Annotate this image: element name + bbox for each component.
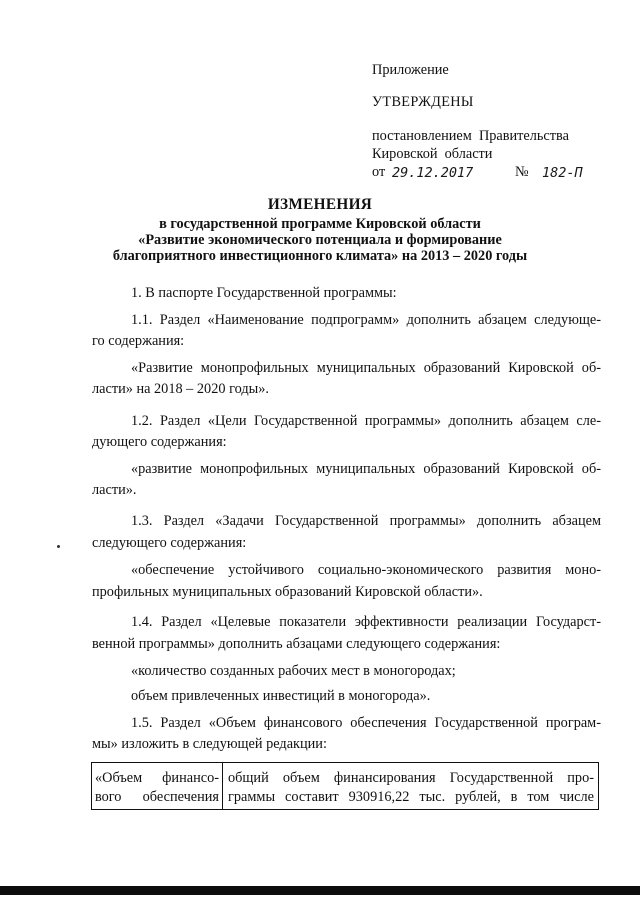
item-1-5-line-1: 1.5. Раздел «Объем финансового обеспечения Государственной програм- [131,715,601,731]
title-line-3: благоприятного инвестиционного климата» на 2013 – 2020 годы [112,248,528,264]
financing-table [91,762,599,810]
table-value-line-1: общий объем финансирования Государственной про- [228,770,594,786]
quote-1-line-2: ласти» на 2018 – 2020 годы». [92,381,269,397]
quote-3-line-1: «обеспечение устойчивого социально-экономического развития моно- [131,562,601,578]
title-line-1: в государственной программе Кировской области [159,216,481,232]
handwritten-number: 182-П [542,165,583,181]
table-label-line-1: «Объем финансо- [95,770,219,786]
item-1-5-line-2: мы» изложить в следующей редакции: [92,736,327,752]
quote-2-line-2: ласти». [92,482,137,498]
number-sign: № [515,164,529,180]
scan-bottom-edge [0,886,640,895]
item-1: 1. В паспорте Государственной программы: [131,285,397,301]
document-title: ИЗМЕНЕНИЯ [267,196,373,213]
decree-line-2: Кировской области [372,146,493,162]
title-line-2: «Развитие экономического потенциала и формирование [138,232,502,248]
quote-4-line-1: «количество созданных рабочих мест в моногородах; [131,663,456,679]
margin-mark [57,545,60,548]
item-1-3-line-2: следующего содержания: [92,535,247,551]
item-1-1-line-2: го содержания: [92,333,185,349]
approved-heading: УТВЕРЖДЕНЫ [372,94,474,110]
table-value-line-2: граммы составит 930916,22 тыс. рублей, в том числе [228,789,594,805]
quote-2-line-1: «развитие монопрофильных муниципальных образований Кировской об- [131,461,601,477]
item-1-4-line-2: венной программы» дополнить абзацами следующего содержания: [92,636,501,652]
table-label-line-2: вого обеспечения [95,789,219,805]
table-cell-label [95,769,219,807]
item-1-3-line-1: 1.3. Раздел «Задачи Государственной программы» дополнить абзацем [131,513,601,529]
quote-3-line-2: профильных муниципальных образований Кировской области». [92,584,483,600]
quote-4-line-2: объем привлеченных инвестиций в моногорода». [131,688,431,704]
decree-line-1: постановлением Правительства [372,128,569,144]
item-1-1-line-1: 1.1. Раздел «Наименование подпрограмм» дополнить абзацем следующе- [131,312,601,328]
table-column-divider [222,763,223,809]
table-cell-value [228,769,594,807]
quote-1-line-1: «Развитие монопрофильных муниципальных образований Кировской об- [131,360,601,376]
item-1-4-line-1: 1.4. Раздел «Целевые показатели эффективности реализации Государст- [131,614,601,630]
handwritten-date: 29.12.2017 [392,165,474,181]
item-1-2-line-2: дующего содержания: [92,434,227,450]
date-prefix: от [372,164,386,180]
appendix-label: Приложение [372,62,449,78]
item-1-2-line-1: 1.2. Раздел «Цели Государственной программы» дополнить абзацем сле- [131,413,601,429]
